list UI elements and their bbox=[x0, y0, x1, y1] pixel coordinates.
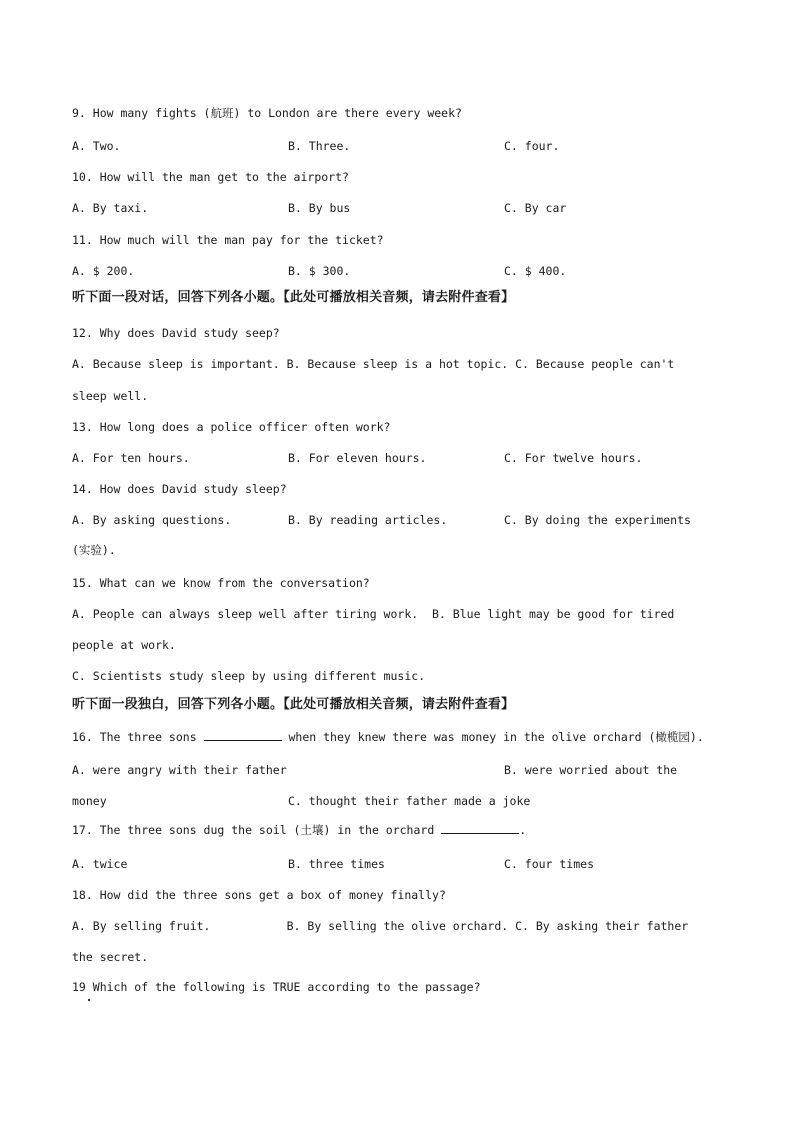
q10-option-b: B. By bus bbox=[288, 201, 351, 215]
q13-option-b: B. For eleven hours. bbox=[288, 451, 427, 465]
q9-option-c: C. four. bbox=[504, 139, 560, 153]
question-12: 12. Why does David study seep? bbox=[72, 326, 280, 340]
q13-option-a: A. For ten hours. bbox=[72, 451, 190, 465]
answer-blank bbox=[204, 729, 282, 741]
q18-options: A. By selling fruit. B. By selling the olive orchard. C. By asking their father bbox=[72, 919, 689, 933]
q17-option-b: B. three times bbox=[288, 857, 385, 871]
q13-option-c: C. For twelve hours. bbox=[504, 451, 643, 465]
q16-text-after: when they knew there was money in the olive orchard (橄榄园). bbox=[281, 730, 704, 744]
q15-options-b-continuation: people at work. bbox=[72, 638, 176, 652]
question-11: 11. How much will the man pay for the ticket? bbox=[72, 233, 384, 247]
q9-option-b: B. Three. bbox=[288, 139, 351, 153]
q9-option-a: A. Two. bbox=[72, 139, 121, 153]
q14-option-b: B. By reading articles. bbox=[288, 513, 448, 527]
q16-option-b: B. were worried about the bbox=[504, 763, 678, 777]
q15-options-ab: A. People can always sleep well after tiring work. B. Blue light may be good for tired bbox=[72, 607, 675, 621]
question-17 bbox=[72, 822, 526, 838]
q12-options: A. Because sleep is important. B. Because sleep is a hot topic. C. Because people can't bbox=[72, 357, 675, 371]
q14-option-c: C. By doing the experiments bbox=[504, 513, 691, 527]
section-heading-monologue: 听下面一段独白，回答下列各小题。【此处可播放相关音频，请去附件查看】 bbox=[72, 697, 515, 712]
q16-option-b-continuation: money bbox=[72, 794, 107, 808]
q17-text-after: . bbox=[519, 823, 527, 837]
q10-option-a: A. By taxi. bbox=[72, 201, 149, 215]
question-18: 18. How did the three sons get a box of money finally? bbox=[72, 888, 446, 902]
q11-option-c: C. $ 400. bbox=[504, 264, 567, 278]
q16-option-c: C. thought their father made a joke bbox=[288, 794, 531, 808]
q14-option-c-continuation: (实验). bbox=[72, 543, 116, 557]
q17-option-a: A. twice bbox=[72, 857, 128, 871]
question-15: 15. What can we know from the conversation? bbox=[72, 576, 370, 590]
q17-text-before: 17. The three sons dug the soil (土壤) in the orchard bbox=[72, 823, 442, 837]
q11-option-a: A. $ 200. bbox=[72, 264, 135, 278]
q17-option-c: C. four times bbox=[504, 857, 595, 871]
q11-option-b: B. $ 300. bbox=[288, 264, 351, 278]
q16-option-a: A. were angry with their father bbox=[72, 763, 287, 777]
question-19: 19 Which of the following is TRUE according to the passage? bbox=[72, 980, 481, 994]
q18-options-continuation: the secret. bbox=[72, 950, 149, 964]
q15-option-c: C. Scientists study sleep by using different music. bbox=[72, 669, 426, 683]
q12-options-continuation: sleep well. bbox=[72, 389, 149, 403]
question-9: 9. How many fights (航班) to London are there every week? bbox=[72, 106, 462, 120]
question-16 bbox=[72, 729, 704, 745]
q14-option-a: A. By asking questions. bbox=[72, 513, 232, 527]
q10-option-c: C. By car bbox=[504, 201, 567, 215]
question-14: 14. How does David study sleep? bbox=[72, 482, 287, 496]
section-heading-dialogue: 听下面一段对话，回答下列各小题。【此处可播放相关音频，请去附件查看】 bbox=[72, 290, 515, 305]
q16-text-before: 16. The three sons bbox=[72, 730, 204, 744]
answer-blank bbox=[441, 822, 519, 834]
question-13: 13. How long does a police officer often work? bbox=[72, 420, 391, 434]
stray-dot bbox=[88, 999, 90, 1001]
question-10: 10. How will the man get to the airport? bbox=[72, 170, 349, 184]
